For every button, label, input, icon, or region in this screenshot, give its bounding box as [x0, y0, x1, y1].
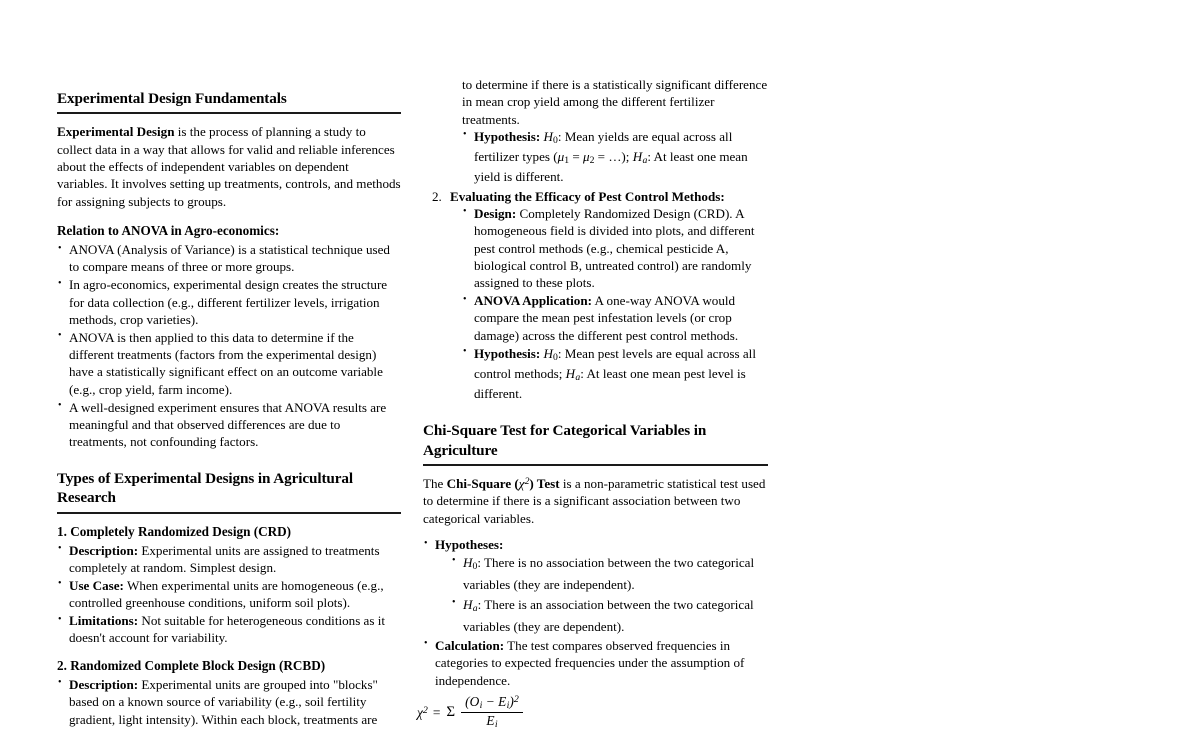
h-null-subscript: 0	[552, 351, 558, 363]
list-item: • A well-designed experiment ensures that ANOVA results are meaningful and that observed differences are due to treatments, not confounding factors.	[57, 399, 401, 451]
numerator-exponent: 2	[513, 693, 519, 705]
list-item: • ANOVA (Analysis of Variance) is a statistical technique used to compare means of three or more groups.	[57, 241, 401, 276]
design-2-title: 2. Randomized Complete Block Design (RCBD)	[57, 657, 326, 673]
minus-expected: − E	[482, 694, 507, 710]
chi-exponent: 2	[422, 704, 428, 716]
mu-1-subscript: 1	[564, 154, 570, 166]
hypothesis-text: : There is no association between the two categorical variables (they are independent).	[463, 555, 755, 592]
hypothesis-label: Hypothesis:	[474, 345, 541, 361]
observed-subscript: i	[479, 700, 483, 712]
item-text: Completely Randomized Design (CRD). A homogeneous field is divided into plots, and different pest control methods (e.g., chemical pesticide A, biological control B, untreated control) are randomly assigned to these plots.	[474, 205, 755, 291]
chi-square-heading: Chi-Square Test for Categorical Variables in Agriculture	[423, 422, 707, 459]
list-number: 2.	[432, 188, 442, 204]
list-item	[57, 612, 401, 647]
chi-intro-bold-1: Chi-Square (	[446, 476, 519, 492]
h-null-subscript: 0	[472, 561, 478, 573]
h-alt-symbol: H	[632, 148, 643, 164]
list-item	[57, 577, 401, 612]
hypotheses-label: Hypotheses:	[435, 537, 504, 552]
chi-symbol: χ	[518, 476, 525, 492]
list-item	[57, 542, 401, 577]
paren-close: )	[509, 694, 514, 710]
mu-symbol-2: μ	[582, 148, 590, 164]
item-label: Design:	[474, 205, 517, 221]
h-null-subscript: 0	[552, 134, 558, 146]
expected-symbol: E	[486, 713, 495, 729]
numbered-list	[423, 188, 768, 404]
chi-intro-prefix: The	[423, 476, 447, 492]
h-alt-subscript: a	[642, 154, 648, 166]
right-column	[417, 0, 768, 731]
intro-lead-term: Experimental Design	[57, 124, 175, 140]
numbered-item-title: Evaluating the Efficacy of Pest Control Methods:	[450, 188, 725, 204]
hypothesis-label: Hypothesis:	[474, 128, 541, 144]
list-item	[451, 595, 768, 636]
h-alt-subscript: a	[472, 603, 478, 615]
chi-hypotheses-list	[423, 536, 768, 689]
chi-square-formula	[417, 695, 768, 730]
fraction	[461, 695, 523, 730]
pest-hypothesis-text-2: : At least one mean pest level is different.	[474, 365, 746, 401]
page-title: Experimental Design Fundamentals	[57, 90, 287, 107]
expected-subscript: i	[506, 700, 510, 712]
relation-heading: Relation to ANOVA in Agro-economics:	[57, 222, 280, 238]
chi-hypotheses-sublist	[435, 553, 768, 636]
pest-hypothesis-text-1: : Mean pest levels are equal across all control methods;	[474, 345, 756, 381]
observed-open: (O	[465, 694, 480, 710]
summation-sign: Σ	[446, 704, 456, 721]
expected-subscript: i	[494, 719, 498, 731]
list-item	[462, 345, 768, 404]
relation-bullet-list	[57, 241, 401, 451]
types-rule	[57, 512, 401, 514]
item-text: Experimental units are grouped into "blocks" based on a known source of variability (e.g., soil fertility gradient, light intensity). Within each block, treatments are	[69, 676, 378, 727]
list-item	[423, 188, 768, 404]
item-label: Description:	[69, 542, 139, 558]
item-text: Not suitable for heterogeneous conditions as it doesn't account for variability.	[69, 613, 386, 646]
chi-square-intro	[423, 475, 768, 527]
h-null-symbol: H	[543, 128, 553, 144]
item-label: Description:	[69, 676, 139, 692]
fertilizer-hypothesis-list	[423, 128, 768, 187]
h-alt-symbol: H	[565, 365, 576, 381]
h-alt-subscript: a	[575, 371, 581, 383]
chi-symbol: χ	[417, 705, 423, 721]
chi-intro-bold-2: ) Test	[529, 476, 560, 492]
hypothesis-text-4: : At least one mean yield is different.	[474, 148, 748, 184]
design-1-title: 1. Completely Randomized Design (CRD)	[57, 523, 292, 539]
equals-sign: =	[432, 704, 441, 720]
list-item	[462, 205, 768, 292]
intro-body: is the process of planning a study to collect data in a way that allows for valid and reliable inferences about the effects of independent variables on dependent variables. It involves setting up treatments, controls, and methods for assigning subjects to groups.	[57, 124, 401, 209]
list-item	[423, 536, 768, 636]
intro-paragraph	[57, 123, 401, 209]
list-item	[451, 553, 768, 594]
list-item: • ANOVA is then applied to this data to determine if the different treatments (factors from the experimental design) have a statistically significant effect on an outcome variable (e.g., crop yield, farm income).	[57, 329, 401, 398]
h-null-symbol: H	[543, 345, 553, 361]
item-label: Use Case:	[69, 577, 124, 593]
hypothesis-text-3: = …);	[594, 148, 633, 164]
hypothesis-text-2: =	[569, 148, 583, 164]
item-text: The test compares observed frequencies in categories to expected frequencies under the assumption of independence.	[435, 637, 745, 688]
chi-exponent: 2	[524, 476, 530, 488]
chi-intro-body: is a non-parametric statistical test used to determine if there is a significant association between two categorical variables.	[423, 476, 766, 526]
list-item: • In agro-economics, experimental design creates the structure for data collection (e.g., different fertilizer levels, irrigation methods, crop varieties).	[57, 276, 401, 328]
item-text: When experimental units are homogeneous (e.g., controlled greenhouse conditions, uniform soil plots).	[69, 577, 384, 611]
h-alt-symbol: H	[463, 597, 473, 613]
mu-2-subscript: 2	[589, 154, 595, 166]
fraction-numerator	[461, 695, 523, 712]
item-label: Calculation:	[435, 637, 505, 653]
chi-square-rule	[423, 464, 768, 466]
hypothesis-text: : There is an association between the two categorical variables (they are dependent).	[463, 597, 754, 634]
pest-control-bullets	[450, 205, 768, 403]
formula-lhs	[417, 706, 428, 720]
item-label: ANOVA Application:	[474, 293, 592, 309]
list-item	[57, 676, 401, 728]
h-null-symbol: H	[463, 555, 473, 571]
title-rule	[57, 112, 401, 114]
hypothesis-text-1: : Mean yields are equal across all fertilizer types (	[474, 128, 733, 164]
mu-symbol-1: μ	[557, 148, 565, 164]
continuation-paragraph: to determine if there is a statistically significant difference in mean crop yield among the different fertilizer treatments.	[462, 77, 768, 127]
types-heading: Types of Experimental Designs in Agricultural Research	[57, 469, 354, 507]
list-item	[462, 292, 768, 344]
item-text: A one-way ANOVA would compare the mean pest infestation levels (or crop damage) across the different pest control methods.	[474, 293, 739, 343]
design-1-list	[57, 542, 401, 647]
item-text: Experimental units are assigned to treatments completely at random. Simplest design.	[69, 542, 380, 576]
list-item	[423, 637, 768, 689]
item-label: Limitations:	[69, 613, 139, 629]
design-2-list	[57, 676, 401, 728]
left-column	[57, 0, 401, 734]
list-item	[462, 128, 768, 187]
fraction-denominator	[482, 713, 501, 730]
